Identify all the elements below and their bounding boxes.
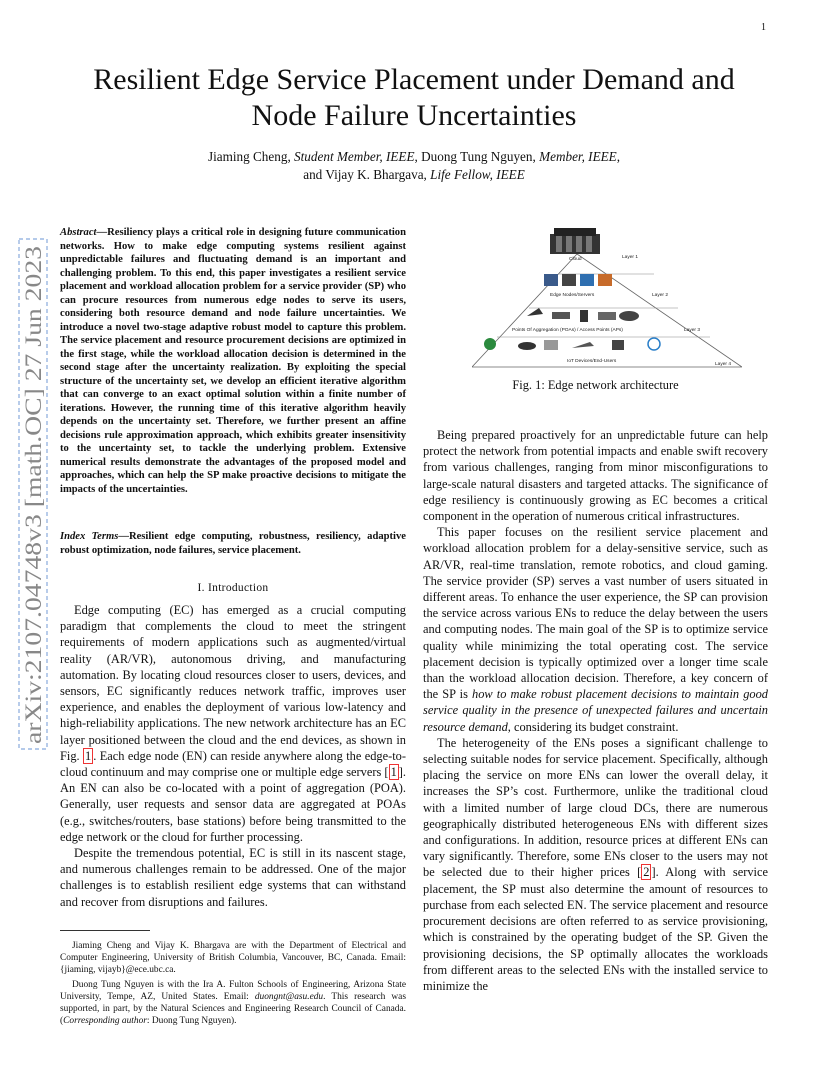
paper-title: Resilient Edge Service Placement under Demand and Node Failure Uncertainties [93, 63, 735, 132]
abstract [60, 226, 406, 496]
footnotes [60, 940, 406, 1030]
right-p3-part1: The heterogeneity of the ENs poses a significant challenge to selecting suitable nodes for service placement. Specifically, although placing the service on more ENs can lower the overall delay, it increases the SP’s cost. Furthermore, unlike the traditional cloud with a limited number of large cloud DCs, there are numerous geographically distributed heterogeneous ENs with different sizes and configurations. In addition, resource prices at different ENs can vary significantly. Therefore, some ENs closer to the users may not be selected due to their higher prices [ [423, 735, 768, 880]
right-paragraph-1: Being prepared proactively for an unpredictable future can help protect the network from potential impacts and enable swift recovery from various challenges, ranging from minor misconfigurations to large-scale natural disasters and targeted attacks. The significance of edge resiliency is continuously growing as EC becomes a critical component in the operation of numerous critical infrastructures. [423, 428, 768, 524]
edge-architecture-figure [472, 224, 742, 372]
figure-label-cloud: Cloud [569, 257, 582, 262]
right-paragraph-3 [423, 735, 768, 994]
iot-devices-icon [484, 338, 660, 350]
introduction-text [60, 602, 406, 910]
author-2-role: Member, IEEE [539, 149, 617, 164]
footnote-1: Jiaming Cheng and Vijay K. Bhargava are with the Department of Electrical and Computer Engineering, University of British Columbia, Vancouver, BC, Canada. Email: {jiaming, vijayb}@ece.ubc.ca. [60, 941, 406, 975]
footnote-2-email: duongnt@asu.edu [254, 992, 324, 1002]
figure-label-layer4: Layer 4 [715, 362, 731, 367]
section-heading-introduction: I. Introduction [197, 582, 269, 594]
figure-label-layer2: Layer 2 [652, 293, 668, 298]
intro-p1-part2: . Each edge node (EN) can reside anywhere along the edge-to-cloud continuum and may comprise one or multiple edge servers [ [60, 748, 406, 780]
right-p2-emphasis: how to make robust placement decisions to maintain good service quality in the presence of unexpected failures and uncertain resource demand [423, 687, 768, 734]
author-1: Jiaming Cheng, [207, 149, 295, 164]
arxiv-stamp [18, 238, 48, 750]
intro-p1-part3: ]. An EN can also be co-located with a point of aggregation (POA). Generally, user requests and sensor data are aggregated at POAs (e.g., switches/routers, base stations) before being transmitted to the edge network or the cloud for further processing. [60, 765, 406, 844]
footnote-2-part1: Duong Tung Nguyen is with the Ira A. Fulton Schools of Engineering, Arizona State University, Tempe, AZ, United States. Email: [60, 980, 406, 1002]
footnote-divider [60, 930, 150, 931]
intro-paragraph-2: Despite the tremendous potential, EC is still in its nascent stage, and numerous challenges remain to be addressed. One of the major challenges is to establish resilient edge systems that can withstand and recover from disruptions and failures. [60, 846, 406, 909]
intro-p1-part1: Edge computing (EC) has emerged as a crucial computing paradigm that complements the cloud to meet the stringent requirements of modern applications such as augmented/virtual reality (AR/VR), autonomous driving, and manufacturing automation. By locating cloud resources closer to users, devices, and sensors, EC significantly reduces network traffic, improves user experience, and enables the deployment of various low-latency and high-reliability applications. The new network architecture has an EC layer positioned between the cloud and the end devices, as shown in Fig. [60, 603, 406, 763]
intro-paragraph-1 [60, 602, 406, 845]
abstract-label: Abstract [60, 227, 97, 238]
author-2: , Duong Tung Nguyen, [414, 149, 540, 164]
right-column-text [423, 427, 768, 994]
citation-1-link[interactable]: 1 [390, 765, 397, 780]
arxiv-stamp-text: arXiv:2107.04748v3 [math.OC] 27 Jun 2023 [21, 330, 46, 744]
pyramid-outline [472, 254, 742, 367]
right-p3-part2: ]. Along with service placement, the SP must also determine the amount of resources to purchase from each selected EN. The service placement and resource procurement decisions are often referred to as service provisioning, which is constrained by the operating budget of the SP. Given the provisioning decisions, the SP optimally allocates the workloads from different areas to the selected ENs with the installed service to minimize the [423, 865, 768, 993]
figure-1-caption: Fig. 1: Edge network architecture [512, 378, 679, 392]
cloud-servers-icon [550, 228, 600, 254]
footnote-2 [60, 979, 406, 1027]
access-points-icon [527, 308, 639, 322]
footnote-2-part2: . This research was supported, in part, by the Natural Sciences and Engineering Research Council of Canada. ( [60, 992, 406, 1026]
citation-2-link[interactable]: 2 [643, 865, 650, 880]
figure-label-poa: Points Of Aggregation (POAs) / Access Points (APs) [512, 328, 623, 333]
footnote-2-corresponding: Corresponding author [63, 1016, 147, 1026]
author-1-role: Student Member, IEEE [294, 149, 415, 164]
figure-label-layer3: Layer 3 [684, 328, 700, 333]
abstract-text: —Resiliency plays a critical role in designing future communication networks. How to make edge computing systems resilient against unpredictable failures and fluctuating demand is an important and challenging problem. To this end, this paper investigates a resilient service placement and workload allocation problem for a service provider (SP) who can procure resources from numerous edge nodes to serve its users, considering both resource demand and node failure uncertainties. We introduce a novel two-stage adaptive robust model to capture this problem. The service placement and resource procurement decisions are optimized in the first stage, while the workload allocation decision is determined in the second stage after the uncertainty realization. By exploiting the special structure of the uncertainty set, we develop an efficient iterative algorithm that can converge to an exact optimal solution within a finite number of iterations. However, the running time of this iterative algorithm heavily depends on the uncertainty set. Therefore, we further present an affine decisions rule approximation approach, which exhibits greater insensitivity to the uncertainty set, to tackle the underlying problem. Extensive numerical results demonstrate the advantages of the proposed model and approaches, which can help the SP make proactive decisions to mitigate the impacts of the uncertainties. [60, 227, 406, 495]
figure-label-layer1: Layer 1 [622, 255, 638, 260]
right-paragraph-2 [423, 524, 768, 735]
figure-1-link[interactable]: 1 [85, 748, 92, 763]
index-terms-label: Index Terms [60, 531, 119, 542]
right-p2-part1: This paper focuses on the resilient service placement and workload allocation problem for a delay-sensitive service, such as AR/VR, real-time translation, remote robotics, and cloud gaming. The service provider (SP) serves a vast number of users situated in different areas. To enhance the user experience, the SP can provision the service across various ENs to reduce the delay between the users and computing nodes. The main goal of the SP is to optimize service quality while minimizing the total operating cost. The service placement decision is typically optimized over a longer time scale than the workload allocation decision. Therefore, a key concern of the SP is [423, 525, 768, 702]
author-separator: , [616, 149, 621, 164]
page-number: 1 [761, 22, 766, 33]
figure-label-edge-nodes: Edge Nodes/Servers [550, 293, 595, 298]
footnote-2-part3: : Duong Tung Nguyen). [146, 1016, 237, 1026]
index-terms [60, 530, 406, 557]
author-3: and Vijay K. Bhargava, [303, 167, 431, 182]
author-3-role: Life Fellow, IEEE [430, 167, 525, 182]
right-p2-part2: , considering its budget constraint. [507, 719, 679, 734]
figure-label-iot: IoT Devices/End-Users [567, 359, 617, 364]
edge-servers-icon [544, 274, 612, 286]
author-block [60, 148, 768, 184]
index-terms-text: —Resilient edge computing, robustness, resiliency, adaptive robust optimization, node failures, service placement. [60, 531, 406, 556]
